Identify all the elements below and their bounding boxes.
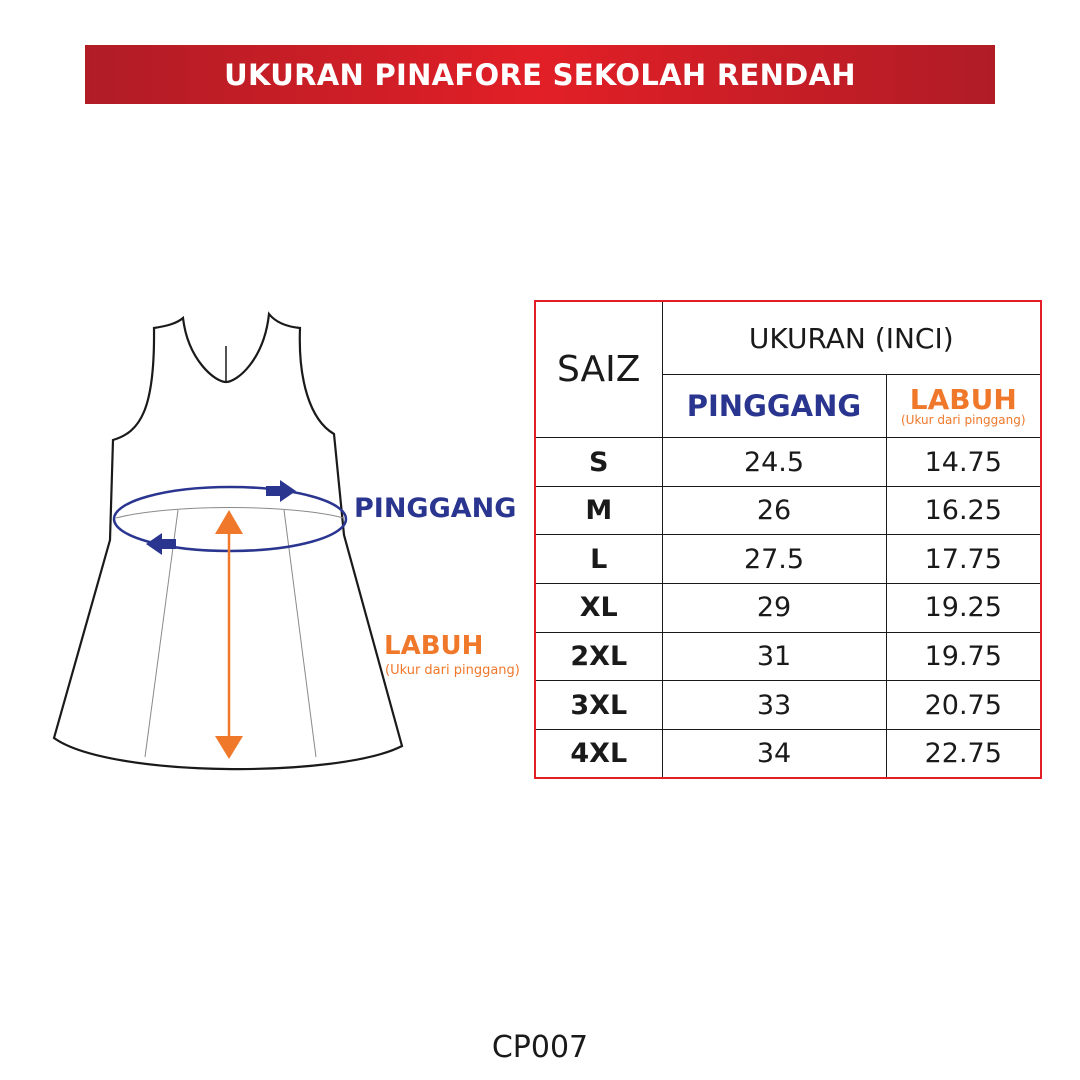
waist-cell: 31 bbox=[662, 632, 886, 681]
table-row bbox=[535, 486, 1041, 535]
length-cell: 20.75 bbox=[886, 681, 1041, 730]
size-cell: M bbox=[535, 486, 662, 535]
page-title: UKURAN PINAFORE SEKOLAH RENDAH bbox=[224, 57, 856, 92]
table-row bbox=[535, 438, 1041, 487]
measure-header: UKURAN (INCI) bbox=[662, 301, 1041, 375]
table-row bbox=[535, 681, 1041, 730]
waist-cell: 27.5 bbox=[662, 535, 886, 584]
pinafore-illustration bbox=[40, 300, 540, 780]
length-column-note: (Ukur dari pinggang) bbox=[901, 412, 1026, 427]
length-cell: 17.75 bbox=[886, 535, 1041, 584]
length-cell: 19.75 bbox=[886, 632, 1041, 681]
waist-cell: 33 bbox=[662, 681, 886, 730]
table-row bbox=[535, 584, 1041, 633]
length-cell: 22.75 bbox=[886, 729, 1041, 778]
size-cell: XL bbox=[535, 584, 662, 633]
table-row bbox=[535, 729, 1041, 778]
length-column-header bbox=[886, 375, 1041, 438]
table-row bbox=[535, 535, 1041, 584]
table-row bbox=[535, 632, 1041, 681]
waist-cell: 26 bbox=[662, 486, 886, 535]
size-cell: S bbox=[535, 438, 662, 487]
size-chart-table bbox=[534, 300, 1042, 779]
length-label: LABUH bbox=[384, 631, 484, 661]
header-row-1 bbox=[535, 301, 1041, 375]
size-cell: 2XL bbox=[535, 632, 662, 681]
size-cell: L bbox=[535, 535, 662, 584]
waist-cell: 29 bbox=[662, 584, 886, 633]
pinafore-diagram bbox=[40, 300, 540, 780]
title-banner bbox=[85, 45, 995, 104]
length-note: (Ukur dari pinggang) bbox=[385, 663, 520, 678]
size-cell: 4XL bbox=[535, 729, 662, 778]
waist-cell: 34 bbox=[662, 729, 886, 778]
length-cell: 14.75 bbox=[886, 438, 1041, 487]
product-code: CP007 bbox=[491, 1030, 589, 1065]
length-cell: 19.25 bbox=[886, 584, 1041, 633]
waist-cell: 24.5 bbox=[662, 438, 886, 487]
size-cell: 3XL bbox=[535, 681, 662, 730]
length-column-title: LABUH bbox=[909, 382, 1017, 416]
waist-column-header: PINGGANG bbox=[662, 375, 886, 438]
waist-label: PINGGANG bbox=[354, 493, 517, 524]
length-cell: 16.25 bbox=[886, 486, 1041, 535]
size-header: SAIZ bbox=[535, 301, 662, 438]
